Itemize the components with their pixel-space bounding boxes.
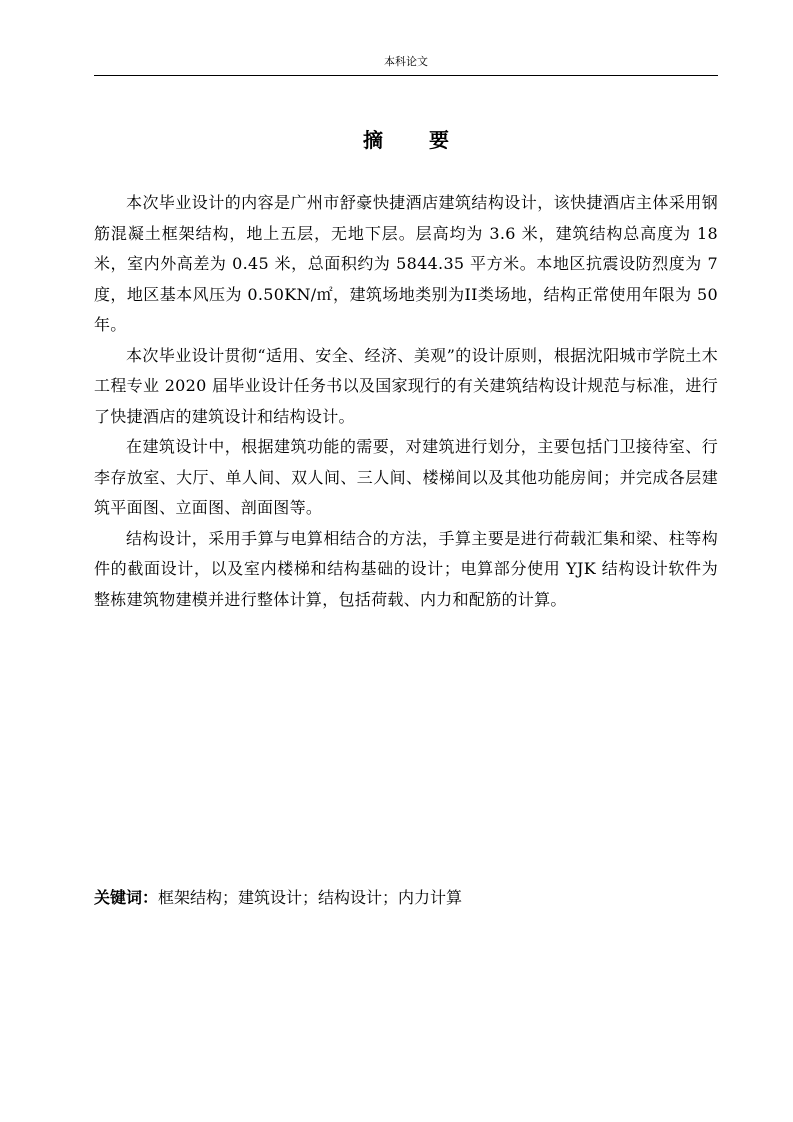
- abstract-body: [94, 188, 718, 615]
- header-divider: [94, 75, 718, 76]
- abstract-title-char-1: 摘: [363, 128, 383, 152]
- running-header: 本科论文: [384, 55, 428, 68]
- abstract-title-char-2: 要: [429, 128, 449, 152]
- keywords-terms: 框架结构；建筑设计；结构设计；内力计算: [158, 888, 463, 907]
- abstract-title: [94, 126, 718, 154]
- abstract-paragraph-1: 本次毕业设计的内容是广州市舒豪快捷酒店建筑结构设计，该快捷酒店主体采用钢筋混凝土框架结构，地上五层，无地下层。层高均为 3.6 米，建筑结构总高度为 18 米，室内外高差为 0.45 米，总面积约为 5844.35 平方米。本地区抗震设防烈度为 7 度，地区基本风压为 0.50KN/㎡，建筑场地类别为II类场地，结构正常使用年限为 50 年。: [94, 193, 718, 334]
- abstract-paragraph-3: 在建筑设计中，根据建筑功能的需要，对建筑进行划分，主要包括门卫接待室、行李存放室、大厅、单人间、双人间、三人间、楼梯间以及其他功能房间；并完成各层建筑平面图、立面图、剖面图等。: [94, 437, 718, 517]
- keywords-label: 关键词：: [94, 888, 159, 907]
- abstract-paragraph-2: 本次毕业设计贯彻“适用、安全、经济、美观”的设计原则，根据沈阳城市学院土木工程专业 2020 届毕业设计任务书以及国家现行的有关建筑结构设计规范与标准，进行了快捷酒店的建筑设计和结构设计。: [94, 345, 718, 426]
- abstract-paragraph-4: 结构设计，采用手算与电算相结合的方法，手算主要是进行荷载汇集和梁、柱等构件的截面设计，以及室内楼梯和结构基础的设计；电算部分使用 YJK 结构设计软件为整栋建筑物建模并进行整体计算，包括荷载、内力和配筋的计算。: [94, 528, 718, 609]
- keywords-line: [94, 884, 718, 912]
